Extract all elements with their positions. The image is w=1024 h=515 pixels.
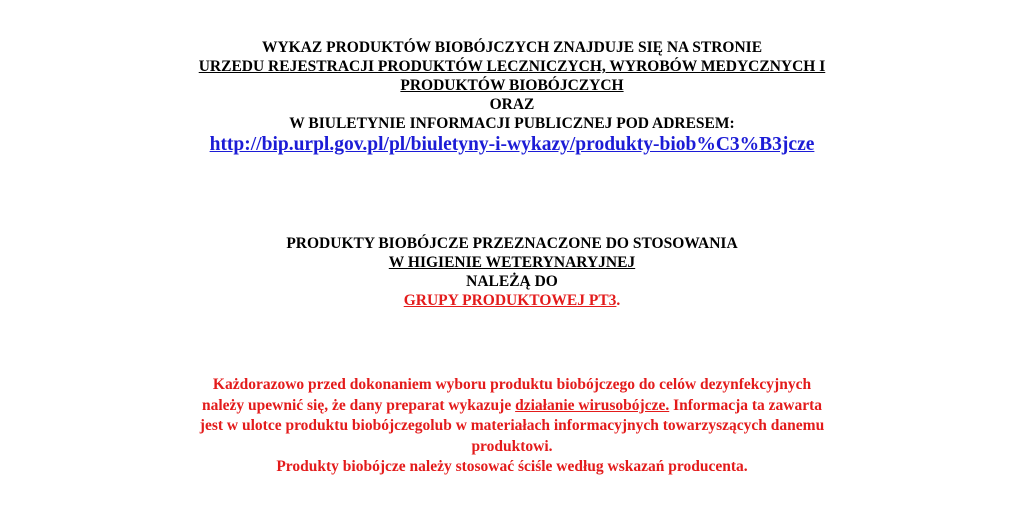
virucidal-warning-section (0, 375, 1024, 478)
registry-heading-line-4: ORAZ (489, 96, 535, 113)
office-name-part-1: URZEDU REJESTRACJI PRODUKTÓW LECZNICZYCH, WYROBÓW MEDYCZNYCH I (198, 58, 826, 75)
warning-line-5: Produkty biobójcze należy stosować ściśle według wskazań producenta. (276, 458, 748, 475)
veterinary-hygiene-section (0, 234, 1024, 310)
registry-heading-line-5: W BIULETYNIE INFORMACJI PUBLICZNEJ POD ADRESEM: (289, 115, 735, 132)
warning-line-2-start: należy upewnić się, że dany preparat wykazuje (201, 396, 516, 414)
veterinary-heading-line-3: NALEŻĄ DO (466, 273, 558, 290)
veterinary-heading-line-1: PRODUKTY BIOBÓJCZE PRZEZNACZONE DO STOSOWANIA (286, 235, 738, 252)
registry-heading-line-3 (0, 76, 1024, 95)
product-group-period: . (616, 292, 621, 309)
warning-line-4: produktowi. (471, 437, 553, 455)
warning-line-2 (0, 396, 1024, 417)
registry-heading-line-2 (0, 57, 1024, 76)
warning-line-2-end: Informacja ta zawarta (669, 396, 823, 414)
product-group-line (0, 291, 1024, 310)
biocidal-products-registry-link[interactable]: http://bip.urpl.gov.pl/pl/biuletyny-i-wykazy/produkty-biob%C3%B3jcze (209, 134, 815, 155)
virucidal-activity-emphasis: działanie wirusobójcze. (515, 396, 670, 414)
registry-link-row (0, 133, 1024, 157)
registry-info-section (0, 38, 1024, 157)
office-name-part-2: PRODUKTÓW BIOBÓJCZYCH (400, 77, 624, 94)
product-group-pt3: GRUPY PRODUKTOWEJ PT3 (403, 292, 617, 309)
veterinary-heading-line-2 (0, 253, 1024, 272)
registry-heading-line-1: WYKAZ PRODUKTÓW BIOBÓJCZYCH ZNAJDUJE SIĘ NA STRONIE (261, 39, 763, 56)
warning-line-1: Każdorazowo przed dokonaniem wyboru produktu biobójczego do celów dezynfekcyjnych (212, 376, 812, 393)
veterinary-hygiene-label: W HIGIENIE WETERYNARYJNEJ (388, 254, 636, 271)
warning-line-3: jest w ulotce produktu biobójczegolub w materiałach informacyjnych towarzyszących danemu (199, 417, 825, 434)
